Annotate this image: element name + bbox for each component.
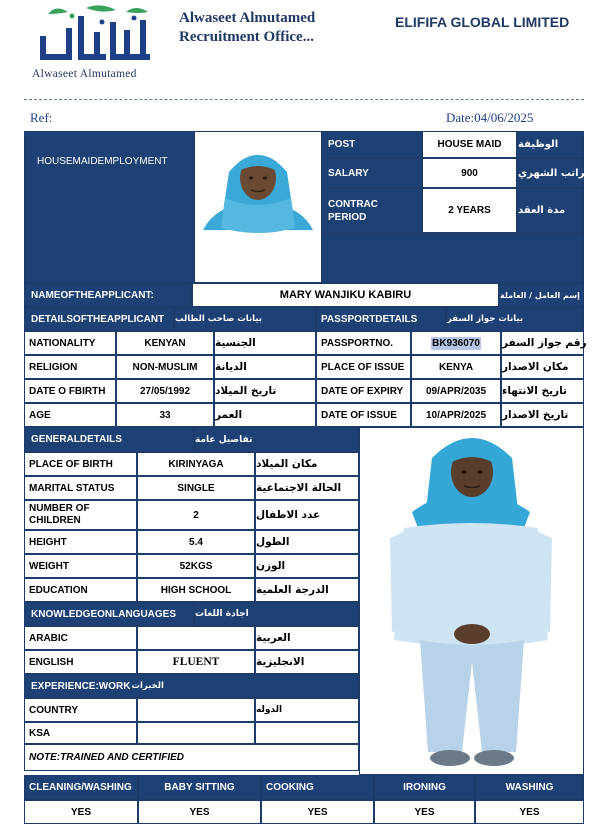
arabic-ar: العربية [255,626,359,650]
date-of-issue-value: 10/APR/2025 [411,403,501,427]
height-label: HEIGHT [24,530,137,554]
company-name: ELIFIFA GLOBAL LIMITED [395,14,570,30]
country-value [137,698,255,722]
age-ar: العمر [214,403,316,427]
children-ar: عدد الاطفال [255,500,359,530]
contract-value: 2 YEARS [422,188,517,233]
weight-ar: الوزن [255,554,359,578]
place-of-birth-label: PLACE OF BIRTH [24,452,137,476]
education-ar: الدرجة العلمية [255,578,359,602]
date-of-issue-label: DATE OF ISSUE [316,403,411,427]
marital-status-label: MARITAL STATUS [24,476,137,500]
weight-label: WEIGHT [24,554,137,578]
date-of-expiry-value: 09/APR/2035 [411,379,501,403]
salary-value: 900 [422,158,517,188]
arabic-label: ARABIC [24,626,137,650]
employment-title: HOUSEMAIDEMPLOYMENT [37,156,168,167]
experience-header-ar: الخبرات [131,681,164,691]
religion-value: NON-MUSLIM [116,355,214,379]
education-label: EDUCATION [24,578,137,602]
place-of-issue-value: KENYA [411,355,501,379]
contract-label-line1: CONTRAC [328,198,378,210]
experience-header [24,674,359,698]
applicant-name-value: MARY WANJIKU KABIRU [192,283,499,307]
nationality-value: KENYAN [116,331,214,355]
english-value: FLUENT [137,650,255,674]
nationality-ar: الجنسية [214,331,316,355]
english-label: ENGLISH [24,650,137,674]
skill-cooking-value: YES [261,800,374,824]
applicant-name-ar: إسم العامل / العاملة [499,283,584,307]
passport-no-label: PASSPORTNO. [316,331,411,355]
passport-no-highlight: BK936070 [432,337,480,349]
religion-label: RELIGION [24,355,116,379]
children-value: 2 [137,500,255,530]
experience-header-label: EXPERIENCE:WORK [31,680,131,692]
top-right-filler [321,233,584,283]
marital-status-ar: الحالة الاجتماعية [255,476,359,500]
post-ar: الوظيفة [517,131,584,158]
applicant-name-label: NAMEOFTHEAPPLICANT: [24,283,192,307]
skill-ironing-label: IRONING [374,775,475,800]
salary-ar: الراتب الشهري [517,158,584,188]
children-label [24,500,137,530]
date-of-expiry-ar: تاريخ الانتهاء [501,379,584,403]
ref-label: Ref: [30,110,53,125]
country-label: COUNTRY [24,698,137,722]
dob-label: DATE O FBIRTH [24,379,116,403]
passport-no-value [411,331,501,355]
dob-value: 27/05/1992 [116,379,214,403]
applicant-fullbody-icon [360,428,583,774]
applicant-portrait-icon [195,132,321,284]
place-of-birth-value: KIRINYAGA [137,452,255,476]
post-value: HOUSE MAID [422,131,517,158]
office-name-line1: Alwaseet Almutamed [179,10,316,26]
children-label-line2: CHILDREN [29,515,81,526]
general-header-ar: تفاصيل عامة [194,427,359,452]
applicant-photo-small [195,131,321,283]
languages-header: KNOWLEDGEONLANGUAGES [24,602,194,626]
ksa-ar [255,722,359,744]
general-header: GENERALDETAILS [24,427,194,452]
place-of-issue-ar: مكان الاصدار [501,355,584,379]
nationality-label: NATIONALITY [24,331,116,355]
contract-label [321,188,422,233]
skill-ironing-value: YES [374,800,475,824]
marital-status-value: SINGLE [137,476,255,500]
header-rule [24,99,584,100]
languages-header-ar: اجادة اللغات [194,602,359,626]
details-header: DETAILSOFTHEAPPLICANT [24,307,174,331]
date-label: Date:04/06/2025 [446,110,534,125]
dob-ar: تاريخ الميلاد [214,379,316,403]
logo [28,2,168,82]
weight-value: 52KGS [137,554,255,578]
age-value: 33 [116,403,214,427]
religion-ar: الديانة [214,355,316,379]
place-of-birth-ar: مكان الميلاد [255,452,359,476]
age-label: AGE [24,403,116,427]
skill-washing-value: YES [475,800,584,824]
contract-label-line2: PERIOD [328,211,367,223]
skill-baby-sitting-value: YES [138,800,261,824]
date-of-expiry-label: DATE OF EXPIRY [316,379,411,403]
office-name-line2: Recruitment Office... [179,29,314,45]
date-of-issue-ar: تاريخ الاصدار [501,403,584,427]
applicant-photo-large [359,427,584,775]
height-ar: الطول [255,530,359,554]
note-text: NOTE:TRAINED AND CERTIFIED [24,744,359,771]
passport-header-ar: بيانات جواز السفر [446,307,584,331]
education-value: HIGH SCHOOL [137,578,255,602]
children-label-line1: NUMBER OF [29,503,90,514]
office-name [179,9,315,47]
passport-header: PASSPORTDETAILS [316,307,446,331]
arabic-value [137,626,255,650]
employment-title-block [24,131,195,283]
logo-text: Alwaseet Almutamed [32,68,137,80]
skill-baby-sitting-label: BABY SITTING [138,775,261,800]
skill-washing-label: WASHING [475,775,584,800]
skill-cleaning-value: YES [24,800,138,824]
skill-cleaning-label: CLEANING/WASHING [24,775,138,800]
post-label: POST [321,131,422,158]
logo-mark-icon [28,2,168,66]
details-header-ar: بيانات صاحب الطالب [174,307,316,331]
country-ar: الدوله [255,698,359,722]
salary-label: SALARY [321,158,422,188]
contract-ar: مدة العقد [517,188,584,233]
ksa-label: KSA [24,722,137,744]
place-of-issue-label: PLACE OF ISSUE [316,355,411,379]
passport-no-ar: رقم جواز السفر [501,331,584,355]
skill-cooking-label: COOKING [261,775,374,800]
ksa-value [137,722,255,744]
english-ar: الانجليزية [255,650,359,674]
height-value: 5.4 [137,530,255,554]
